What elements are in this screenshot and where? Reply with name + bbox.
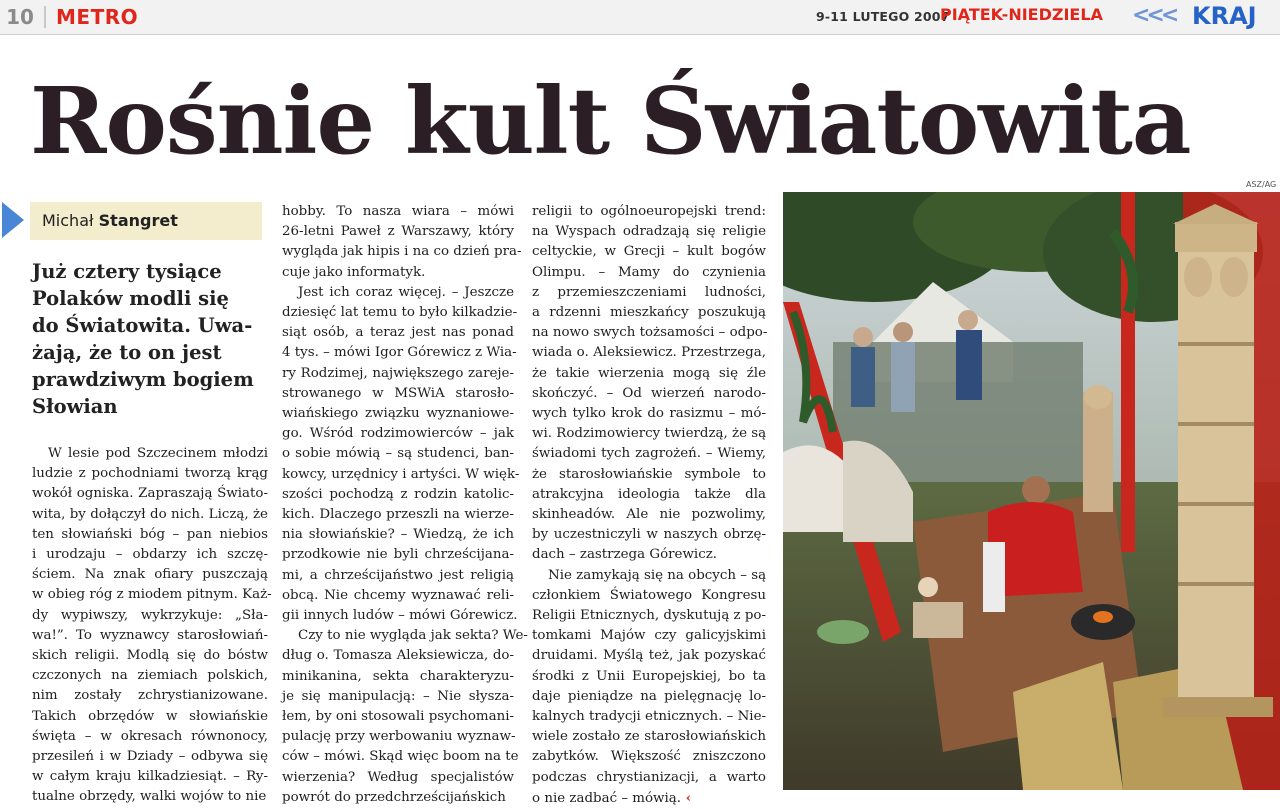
author-last-name: Stangret [98, 211, 178, 230]
article-end-mark: ‹ [681, 789, 692, 806]
col2-line: ców – mówi. Skąd więc boom na te [282, 749, 519, 765]
col1-line: wa!”. To wyznawcy starosłowiań- [32, 627, 268, 643]
col3-line: Nie zamykają się na obcych – są [548, 567, 767, 583]
col1-line: w obieg róg z miodem pitnym. Każ- [32, 587, 272, 603]
author-byline [30, 202, 262, 240]
col2-line: Jest ich coraz więcej. – Jeszcze [298, 284, 514, 300]
col2-line: wygląda jak hipis i na co dzień pra- [282, 244, 522, 260]
lead-line: żają, że to on jest [32, 341, 222, 364]
col1-line: w całym kraju kilkadziesiąt. – Ry- [32, 769, 268, 785]
photo-credit: ASZ/AG [1246, 180, 1277, 189]
lead-line: do Światowita. Uwa- [32, 314, 253, 337]
col1-line: skich religii. Modlą się do bóstw [32, 648, 268, 664]
col2-line: pulację przy werbowaniu wyznaw- [282, 729, 516, 745]
col1-line: nim zostały zchrystianizowane. [32, 688, 268, 704]
col3-line: zabytków. Większość zniszczono [532, 749, 766, 765]
page-number: 10 [6, 5, 34, 29]
col3-line: z przemieszczeniami ludności, [532, 284, 766, 300]
lead-line: Słowian [32, 395, 118, 418]
col2-line: je się manipulacją: – Nie słysza- [282, 688, 514, 704]
brand-logo: METRO [56, 5, 139, 29]
col1-line: ludzie z pochodniami tworzą krąg [32, 466, 268, 482]
col1-line: przesileń i w Dziady – odbywa się [32, 749, 268, 765]
col2-line: minikanina, sekta charakteryzu- [282, 668, 514, 684]
col2-line: hobby. To nasza wiara – mówi [282, 204, 514, 219]
col2-line: 4 tys. – mówi Igor Górewicz z Wia- [282, 345, 517, 361]
col2-line: przodkowie nie byli chrześcijana- [282, 547, 514, 563]
col2-line: Czy to nie wygląda jak sekta? We- [298, 628, 528, 644]
col3-line: podczas chrystianizacji, a warto [532, 769, 766, 785]
col3-line: środki z Unii Europejskiej, bo ta [532, 668, 766, 684]
top-separator [44, 6, 46, 28]
col3-line: członkiem Światowego Kongresu [532, 587, 766, 603]
lead-line: Już cztery tysiące [32, 260, 222, 283]
col2-line: o sobie mówią – są studenci, ban- [282, 446, 514, 462]
section-arrows-icon: <<< [1132, 3, 1176, 28]
col2-line: 26-letni Paweł z Warszawy, który [282, 224, 514, 240]
col3-line: dach – zastrzega Górewicz. [532, 547, 718, 563]
col2-line: powrót do przedchrześcijańskich [282, 789, 506, 805]
col2-line: wierzenia? Według specjalistów [282, 769, 514, 785]
col1-line: W lesie pod Szczecinem młodzi [48, 446, 268, 461]
col2-line: strowanego w MSWiA starosło- [282, 385, 514, 401]
article-lead [32, 258, 268, 420]
issue-date: 9-11 LUTEGO 2007 [816, 9, 950, 24]
col3-line: by uczestniczyli w naszych obrzę- [532, 527, 766, 543]
col3-line: na nowo swych tożsamości – odpo- [532, 325, 768, 341]
col3-line: kalnych tradycji etnicznych. – Nie- [532, 709, 767, 725]
col3-line: druidami. Myślą też, jak pozyskać [532, 648, 766, 664]
text-column-3 [532, 202, 766, 809]
col3-line: daje pieniądze na pielęgnację lo- [532, 688, 766, 704]
col1-line: wokół ogniska. Zapraszają Świato- [32, 486, 268, 502]
col1-line: i urodzaju – obdarzy ich szczę- [32, 547, 268, 563]
col3-line: Olimpu. – Mamy do czynienia [532, 264, 766, 280]
col2-line: dziesięć lat temu to było kilkadzie- [282, 305, 518, 321]
col1-line: święta – w okresach równonocy, [32, 728, 268, 744]
col1-line: Takich obrzędów w słowiańskie [32, 708, 268, 724]
col2-line: siąt osób, a teraz jest nas ponad [282, 325, 514, 341]
col3-line: wiada o. Aleksiewicz. Przestrzega, [532, 345, 766, 361]
col2-line: wiańskiego związku wyznaniowe- [282, 406, 514, 422]
col1-line: ściem. Na znak ofiary puszczają [32, 567, 268, 583]
lead-line: Polaków modli się [32, 287, 229, 310]
col2-line: kich. Dlaczego przeszli na wierze- [282, 507, 514, 523]
col1-line: tualne obrzędy, walki wojów to nie [32, 789, 267, 805]
lead-line: prawdziwym bogiem [32, 368, 254, 391]
issue-weekday: PIĄTEK-NIEDZIELA [940, 5, 1103, 24]
col2-line: nia słowiańskie? – Wiedzą, że ich [282, 527, 514, 543]
col2-line: łem, by oni stosowali psychomani- [282, 709, 514, 725]
col2-line: go. Wśród rodzimowierców – jak [282, 426, 514, 442]
text-column-1 [32, 444, 272, 808]
col3-line: atrakcyjna ideologia także dla [532, 486, 766, 502]
col2-line: dług o. Tomasza Aleksiewicza, do- [282, 648, 514, 664]
col2-line: ry Rodzimej, największego zareje- [282, 365, 514, 381]
col3-line: tomkami Majów czy galicyjskimi [532, 628, 766, 644]
section-name: KRAJ [1192, 2, 1257, 30]
col2-line: obcą. Nie chcemy wyznawać reli- [282, 587, 514, 603]
col3-line: na Wyspach odradzają się religie [532, 224, 766, 240]
col1-line: dy wypiwszy, wykrzykuje: „Sła- [32, 607, 268, 623]
col3-line: religii to ogólnoeuropejski trend: [532, 204, 766, 219]
col3-line: a rdzenni mieszkańcy poszukują [532, 305, 766, 321]
article-headline: Rośnie kult Światowita [30, 67, 1191, 175]
col1-line: ten słowiański bóg – pan niebios [32, 526, 268, 542]
col3-line: Religii Etnicznych, dyskutują z po- [532, 608, 767, 624]
col3-line: że starosłowiańskie symbole to [532, 466, 766, 482]
text-column-2 [282, 202, 528, 808]
col2-line: cuje jako informatyk. [282, 264, 426, 280]
col3-line: skinheadów. Ale nie pozwolimy, [532, 507, 766, 523]
col3-line: celtyckie, w Grecji – kult bogów [532, 244, 766, 260]
author-first-name: Michał [42, 211, 94, 230]
photo-illustration [783, 192, 1280, 790]
author-arrow-icon [2, 202, 24, 238]
col3-line: skończyć. – Od wierzeń narodo- [532, 385, 766, 401]
top-bar [0, 0, 1280, 35]
article-photo [783, 192, 1280, 790]
col2-line: szości pochodzą z rodzin katolic- [282, 486, 514, 502]
col2-line: kowcy, urzędnicy i artyści. W więk- [282, 466, 520, 482]
col3-line: wi. Rodzimowiercy twierdzą, że są [532, 426, 767, 442]
col2-line: gii innych ludów – mówi Górewicz. [282, 608, 518, 624]
col3-line: wiele zostało ze starosłowiańskich [532, 729, 766, 745]
col1-line: wita, by dołączył do nich. Liczą, że [32, 506, 268, 522]
col3-line: wych tylko krok do rasizmu – mó- [532, 406, 766, 422]
col3-line: że takie wierzenia mogą się źle [532, 365, 766, 381]
col1-line: czczonych na ziemiach polskich, [32, 668, 268, 684]
col3-line: świadomi tych zagrożeń. – Wiemy, [532, 446, 766, 462]
col3-line: o nie zadbać – mówią. ‹ [532, 789, 692, 806]
col2-line: mi, a chrześcijaństwo jest religią [282, 567, 514, 583]
